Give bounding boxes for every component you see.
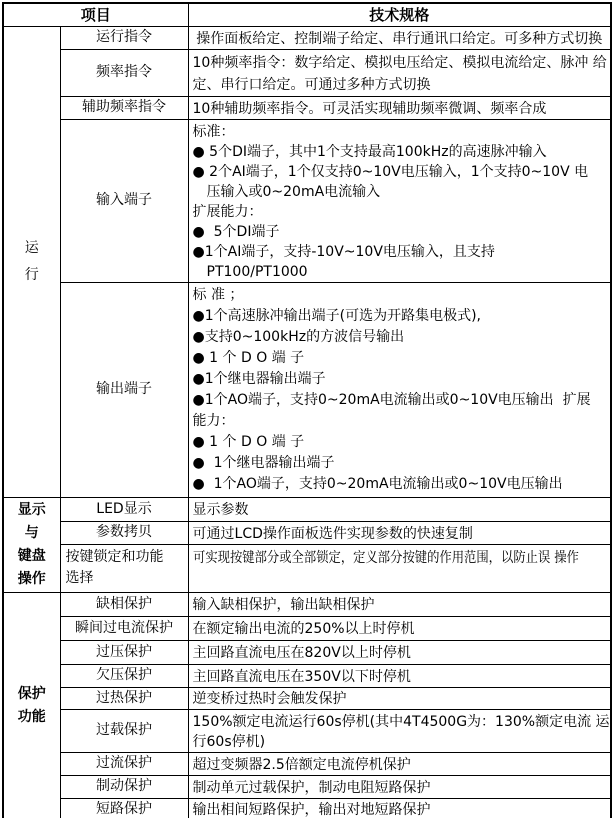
- spec-cell: [188, 709, 611, 752]
- table-row: [3, 521, 611, 544]
- item-cell: [60, 640, 188, 664]
- spec-line: ●1个AO端子，支持0~20mA电流输出或0~10V电压输出 扩展: [192, 391, 591, 408]
- table-row: [3, 282, 611, 497]
- spec-cell: [188, 775, 611, 798]
- item-cell: [60, 521, 188, 544]
- item-label-line: 短路保护: [96, 800, 152, 817]
- item-label-line: 过流保护: [96, 755, 152, 771]
- item-cell: [60, 544, 188, 592]
- table-row: [3, 49, 611, 96]
- item-label-line: 过热保护: [96, 689, 152, 706]
- spec-cell: [188, 521, 611, 544]
- spec-cell: [188, 616, 611, 640]
- group-label-line: 运: [24, 239, 39, 256]
- item-label-line: 选择: [65, 570, 94, 586]
- table-row: [3, 616, 611, 640]
- table-row: [3, 709, 611, 752]
- item-cell: [60, 687, 188, 709]
- item-label-line: 瞬间过电流保护: [75, 619, 173, 636]
- item-label-line: 过载保护: [96, 722, 152, 738]
- spec-cell: [188, 640, 611, 664]
- item-cell: [60, 752, 188, 775]
- spec-line: 输入缺相保护，输出缺相保护: [192, 597, 375, 613]
- spec-line: ● 5个DI端子: [192, 223, 280, 240]
- spec-cell: [188, 664, 611, 687]
- spec-line: ●支持0~100kHz的方波信号输出: [192, 328, 405, 345]
- table-row: [3, 752, 611, 775]
- spec-cell: [188, 49, 611, 96]
- item-cell: [60, 775, 188, 798]
- table-row: [3, 775, 611, 798]
- spec-line: 逆变桥过热时会触发保护: [192, 691, 347, 707]
- item-cell: [60, 49, 188, 96]
- table-row: [3, 26, 611, 49]
- spec-line: 制动单元过载保护，制动电阻短路保护: [192, 779, 431, 796]
- spec-line: 输出相间短路保护，输出对地短路保护: [192, 802, 431, 818]
- spec-line: PT100/PT1000: [192, 263, 308, 280]
- table-row: [3, 687, 611, 709]
- table-row: [3, 664, 611, 687]
- item-label-line: 运行指令: [96, 29, 152, 45]
- table-body: [3, 3, 611, 818]
- item-cell: [60, 282, 188, 497]
- spec-cell: [188, 497, 611, 521]
- group-label-line: 键盘: [17, 547, 46, 564]
- table-row: [3, 798, 611, 818]
- spec-cell: [188, 798, 611, 818]
- spec-line: 150%额定电流运行60s停机(其中4T4500G为：130%额定电流 运: [192, 713, 610, 730]
- table-row: [3, 592, 611, 616]
- group-label-line: 操作: [17, 570, 46, 587]
- spec-line: 主回路直流电压在820V以上时停机: [192, 645, 411, 661]
- spec-line: 主回路直流电压在350V以下时停机: [192, 668, 411, 685]
- table-row: [3, 96, 611, 119]
- spec-cell: [188, 119, 611, 282]
- table-row: [3, 544, 611, 592]
- item-cell: [60, 798, 188, 818]
- item-label-line: 频率指令: [96, 64, 152, 80]
- item-label-line: 输出端子: [96, 381, 152, 397]
- spec-line: ● 1个继电器输出端子: [192, 454, 335, 471]
- item-label-line: 欠压保护: [96, 667, 152, 683]
- spec-line: ● 1 个 D O 端 子: [192, 349, 305, 366]
- spec-line: 行60s停机): [192, 733, 266, 750]
- group-label-cell: [3, 497, 60, 592]
- spec-line: 10种频率指令：数字给定、模拟电压给定、模拟电流给定、脉冲 给: [192, 54, 607, 71]
- table-row: [3, 119, 611, 282]
- group-label-cell: [3, 592, 60, 818]
- spec-cell: [188, 752, 611, 775]
- spec-line: 标 准 ；: [192, 286, 244, 303]
- spec-cell: [188, 282, 611, 497]
- group-label-line: 与: [24, 524, 39, 541]
- group-label-line: 功能: [17, 709, 46, 725]
- spec-cell: [188, 687, 611, 709]
- item-cell: [60, 592, 188, 616]
- table-row: [3, 640, 611, 664]
- item-label-line: 参数拷贝: [96, 524, 152, 540]
- item-cell: [60, 664, 188, 687]
- spec-line: 超过变频器2.5倍额定电流停机保护: [192, 756, 411, 773]
- item-label-line: 按键锁定和功能: [65, 549, 164, 565]
- item-label-line: LED显示: [96, 500, 152, 517]
- item-cell: [60, 497, 188, 521]
- spec-cell: [188, 544, 611, 592]
- spec-line: ● 1个AO端子，支持0~20mA电流输出或0~10V电压输出: [192, 475, 563, 492]
- spec-line: 可通过LCD操作面板选件实现参数的快速复制: [192, 525, 473, 542]
- spec-line: 能力：: [192, 412, 235, 429]
- spec-line: ●1个高速脉冲输出端子(可选为开路集电极式),: [192, 307, 482, 324]
- header-item-column: 项目: [3, 3, 188, 26]
- spec-line: ●1个AI端子，支持-10V~10V电压输入，且支持: [192, 243, 495, 260]
- spec-line: 压输入或0~20mA电流输入: [192, 183, 381, 200]
- spec-line: ● 1 个 D O 端 子: [192, 433, 305, 450]
- header-row: [3, 3, 611, 26]
- item-cell: [60, 709, 188, 752]
- spec-line: 可实现按键部分或全部锁定，定义部分按键的作用范围，以防止误 操作: [192, 549, 579, 566]
- item-cell: [60, 119, 188, 282]
- table-row: [3, 497, 611, 521]
- spec-line: 标准：: [192, 123, 235, 140]
- spec-line: ●1个继电器输出端子: [192, 370, 326, 387]
- spec-line: 扩展能力：: [192, 203, 263, 220]
- item-cell: [60, 616, 188, 640]
- item-label-line: 过压保护: [96, 643, 152, 660]
- spec-cell: [188, 26, 611, 49]
- spec-line: 在额定输出电流的250%以上时停机: [192, 621, 415, 637]
- item-label-line: 制动保护: [96, 778, 152, 794]
- group-label-line: 保护: [17, 686, 46, 702]
- spec-line: ● 2个AI端子，1个仅支持0~10V电压输入，1个支持0~10V 电: [192, 163, 589, 180]
- header-spec-column: 技术规格: [188, 3, 611, 26]
- spec-line: 10种辅助频率指令。可灵活实现辅助频率微调、频率合成: [192, 100, 547, 117]
- group-label-line: 行: [24, 266, 39, 283]
- group-label-cell: [3, 26, 60, 497]
- group-label-line: 显示: [17, 501, 46, 518]
- item-label-line: 输入端子: [96, 192, 152, 208]
- spec-cell: [188, 96, 611, 119]
- spec-line: 显示参数: [192, 502, 249, 518]
- spec-line: 操作面板给定、控制端子给定、串行通讯口给定。可多种方式切换: [196, 30, 603, 47]
- spec-table: [2, 2, 612, 818]
- item-label-line: 辅助频率指令: [82, 99, 166, 115]
- spec-line: ● 5个DI端子，其中1个支持最高100kHz的高速脉冲输入: [192, 143, 547, 160]
- spec-cell: [188, 592, 611, 616]
- item-cell: [60, 26, 188, 49]
- item-cell: [60, 96, 188, 119]
- spec-line: 定、串行口给定。可通过多种方式切换: [192, 76, 431, 93]
- item-label-line: 缺相保护: [96, 595, 152, 612]
